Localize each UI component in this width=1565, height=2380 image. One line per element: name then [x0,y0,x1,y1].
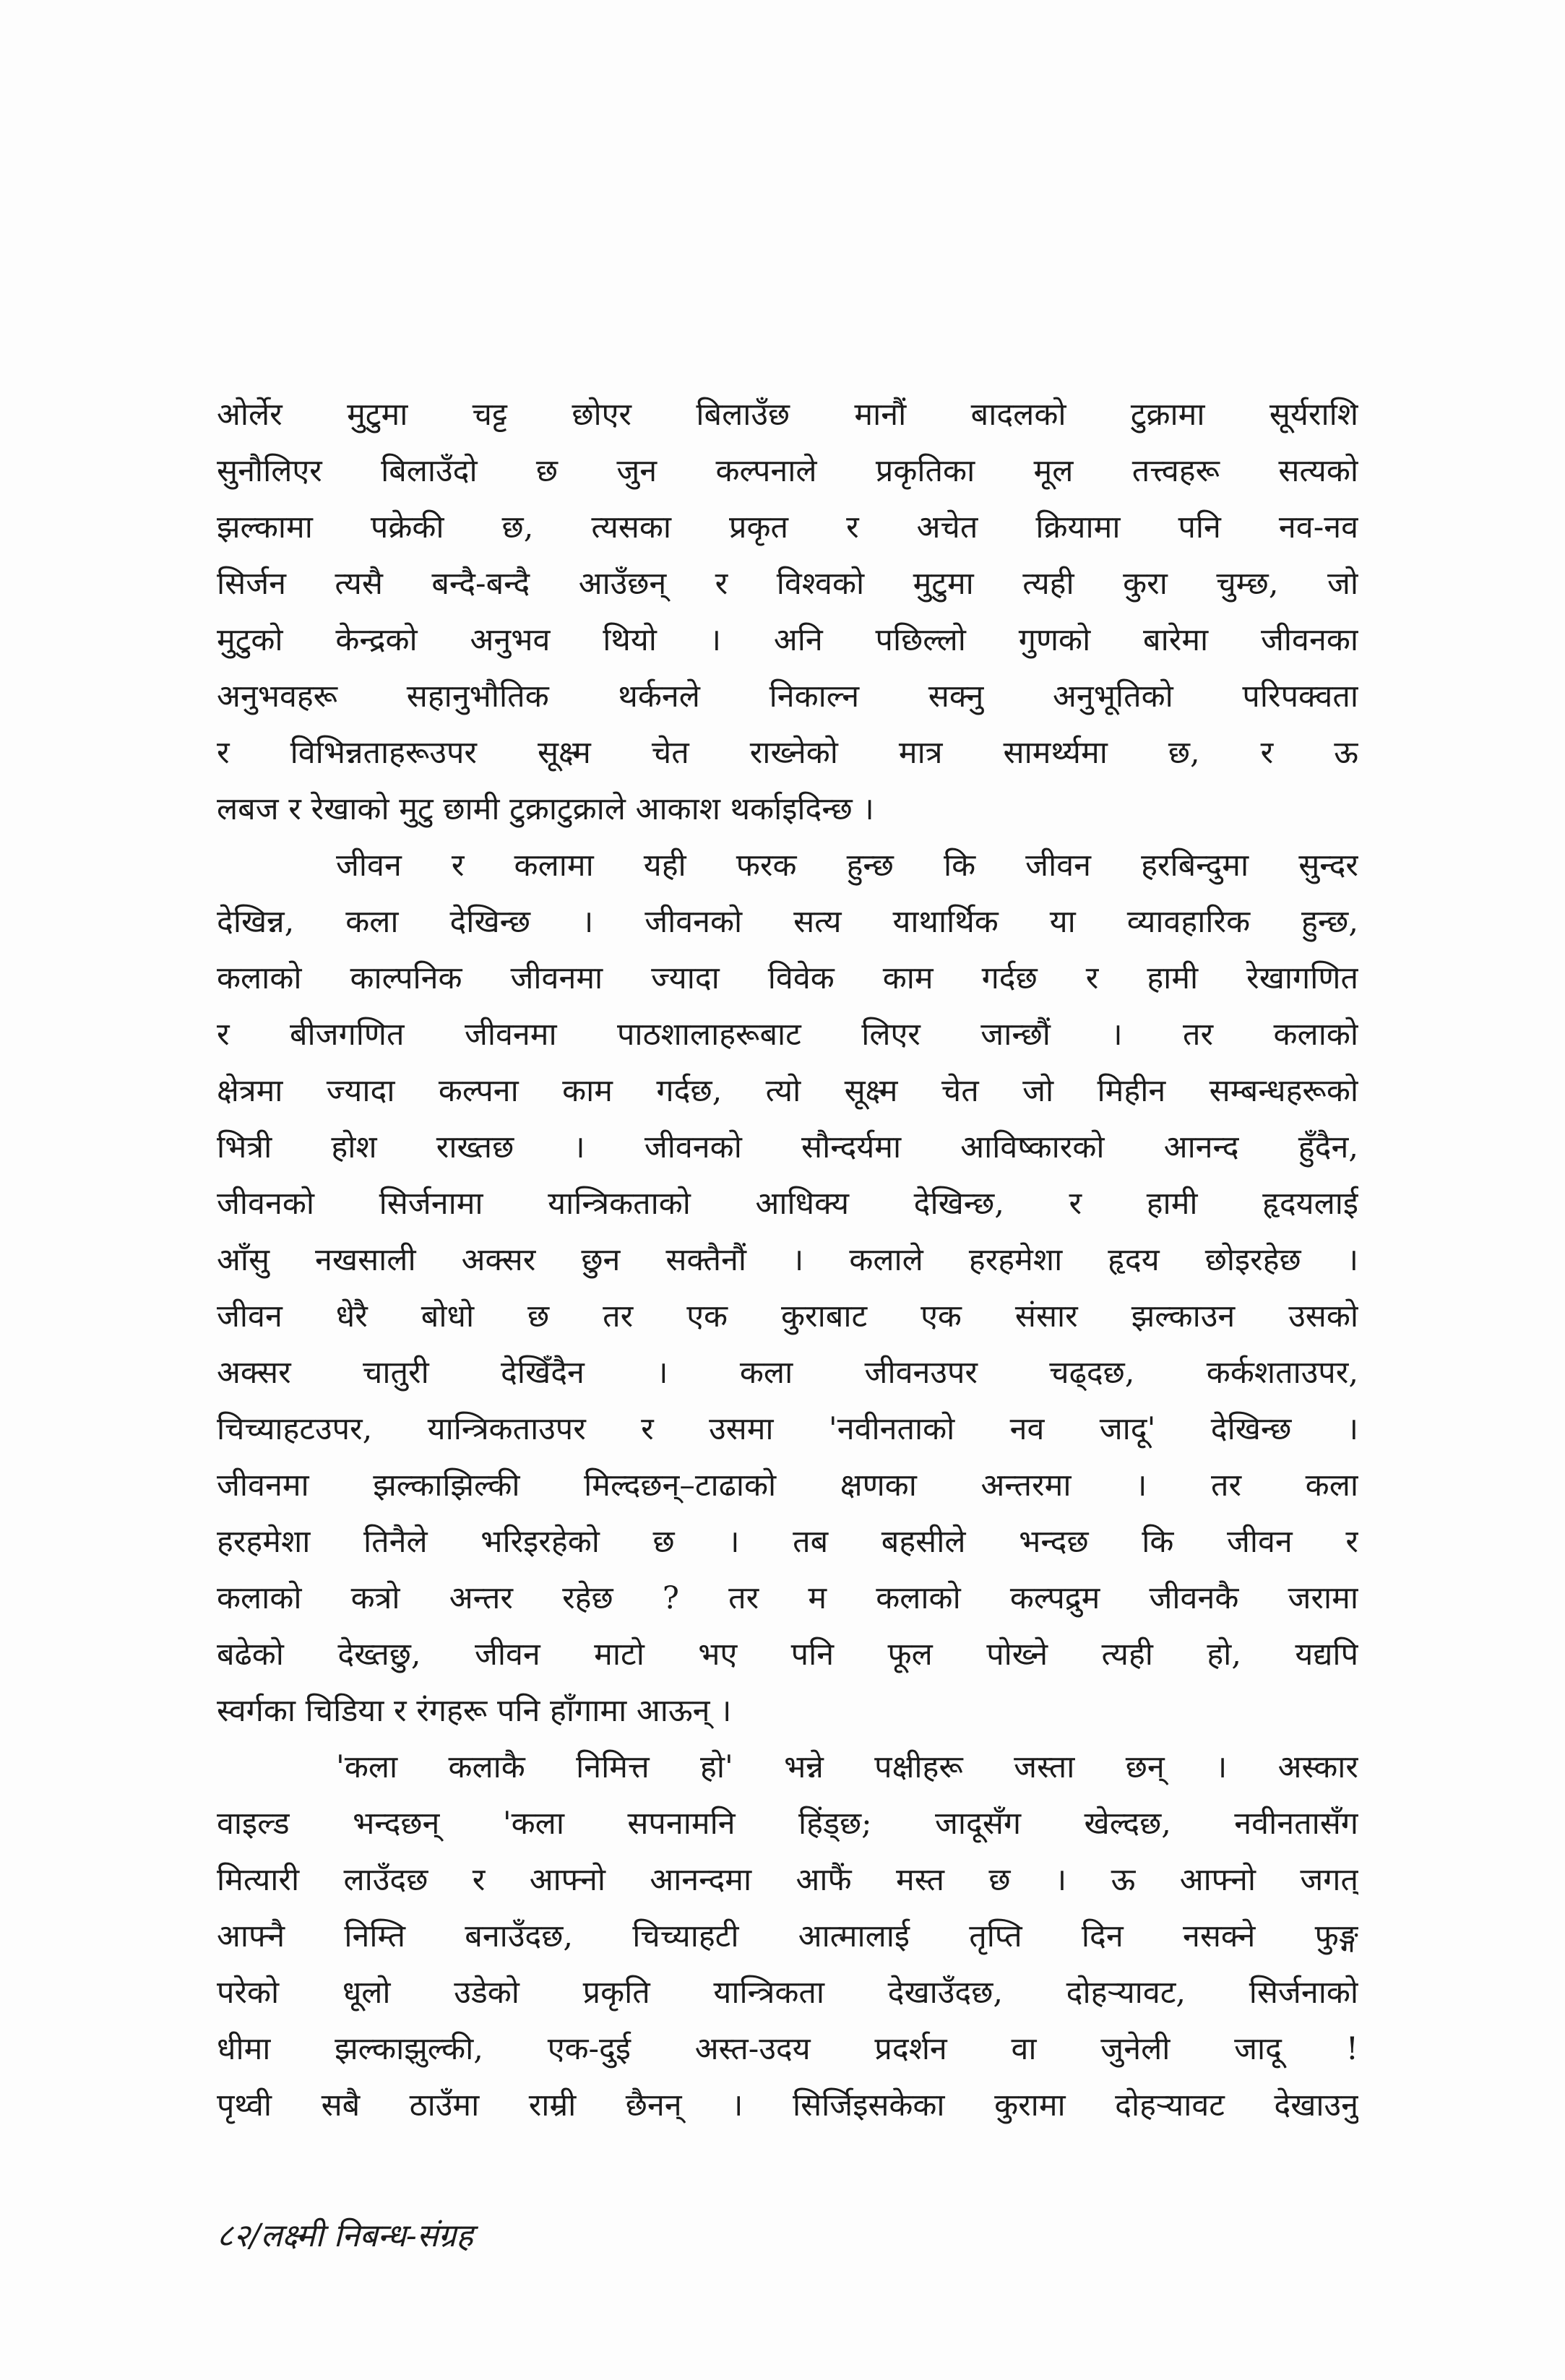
text-line: सुनौलिएर बिलाउँदो छ जुन कल्पनाले प्रकृतिका मूल तत्त्वहरू सत्यको [217,453,1358,489]
text-line: आँसु नखसाली अक्सर छुन सक्तैनौं । कलाले हरहमेशा हृदय छोइरहेछ । [217,1242,1358,1278]
paragraph-3 [217,1739,1358,2134]
text-line: कलाको कत्रो अन्तर रहेछ ? तर म कलाको कल्पद्रुम जीवनकै जरामा [217,1580,1358,1616]
text-line: धीमा झल्काझुल्की, एक-दुई अस्त-उदय प्रदर्शन वा जुनेली जादू ! [217,2031,1358,2067]
text-line: चिच्याहटउपर, यान्त्रिकताउपर र उसमा 'नवीनताको नव जादू' देखिन्छ । [217,1411,1358,1447]
text-line: सिर्जन त्यसै बन्दै-बन्दै आउँछन् र विश्वको मुटुमा त्यही कुरा चुम्छ, जो [217,566,1358,602]
text-line: र विभिन्नताहरूउपर सूक्ष्म चेत राख्नेको मात्र सामर्थ्यमा छ, र ऊ [217,735,1358,771]
text-line: मुटुको केन्द्रको अनुभव थियो । अनि पछिल्लो गुणको बारेमा जीवनका [217,622,1358,658]
text-line: पृथ्वी सबै ठाउँमा राम्री छैनन् । सिर्जिइसकेका कुरामा दोहऱ्यावट देखाउनु [217,2087,1358,2124]
text-line: 'कला कलाकै निमित्त हो' भन्ने पक्षीहरू जस्ता छन् । अस्कार [336,1749,1358,1785]
text-line: हरहमेशा तिनैले भरिइरहेको छ । तब बहसीले भन्दछ कि जीवन र [217,1524,1358,1560]
text-line: अनुभवहरू सहानुभौतिक थर्कनले निकाल्न सक्नु अनुभूतिको परिपक्वता [217,678,1358,715]
body-text [217,387,1358,2134]
text-line: बढेको देख्तछु, जीवन माटो भए पनि फूल पोख्ने त्यही हो, यद्यपि [217,1637,1358,1673]
text-line: क्षेत्रमा ज्यादा कल्पना काम गर्दछ, त्यो सूक्ष्म चेत जो मिहीन सम्बन्धहरूको [217,1073,1358,1109]
text-line: आफ्नै निम्ति बनाउँदछ, चिच्याहटी आत्मालाई तृप्ति दिन नसक्ने फुङ्ग [217,1918,1358,1954]
paragraph-1 [217,387,1358,837]
text-line: र बीजगणित जीवनमा पाठशालाहरूबाट लिएर जान्छौं । तर कलाको [217,1017,1358,1053]
text-line: जीवन र कलामा यही फरक हुन्छ कि जीवन हरबिन्दुमा सुन्दर [336,848,1358,884]
book-title: लक्ष्मी निबन्ध-संग्रह [260,2217,473,2254]
page-footer [217,2212,473,2256]
text-line: कलाको काल्पनिक जीवनमा ज्यादा विवेक काम गर्दछ र हामी रेखागणित [217,960,1358,996]
text-line: भित्री होश राख्तछ । जीवनको सौन्दर्यमा आविष्कारको आनन्द हुँदैन, [217,1129,1358,1165]
text-line: वाइल्ड भन्दछन् 'कला सपनामनि हिंड्छ; जादूसँग खेल्दछ, नवीनतासँग [217,1806,1358,1842]
text-line: झल्कामा पक्रेकी छ, त्यसका प्रकृत र अचेत क्रियामा पनि नव-नव [217,509,1358,546]
text-line: जीवन धेरै बोधो छ तर एक कुराबाट एक संसार झल्काउन उसको [217,1298,1358,1335]
text-line: लबज र रेखाको मुटु छामी टुक्राटुक्राले आकाश थर्काइदिन्छ । [217,791,874,827]
text-line: परेको धूलो उडेको प्रकृति यान्त्रिकता देखाउँदछ, दोहऱ्यावट, सिर्जनाको [217,1975,1358,2011]
text-line: देखिन्न, कला देखिन्छ । जीवनको सत्य याथार्थिक या व्यावहारिक हुन्छ, [217,904,1358,940]
text-line: मित्यारी लाउँदछ र आफ्नो आनन्दमा आफैं मस्त छ । ऊ आफ्नो जगत् [217,1862,1358,1898]
text-line: स्वर्गका चिडिया र रंगहरू पनि हाँगामा आऊन् । [217,1693,732,1729]
text-line: ओर्लेर मुटुमा चट्ट छोएर बिलाउँछ मानौं बादलको टुक्रामा सूर्यराशि [217,397,1358,433]
paragraph-2 [217,837,1358,1739]
page-number: ८२ [217,2217,250,2254]
text-line: अक्सर चातुरी देखिँदैन । कला जीवनउपर चढ्दछ, कर्कशताउपर, [217,1355,1358,1391]
footer-separator: / [249,2217,261,2254]
text-line: जीवनको सिर्जनामा यान्त्रिकताको आधिक्य देखिन्छ, र हामी हृदयलाई [217,1186,1358,1222]
text-line: जीवनमा झल्काझिल्की मिल्दछन्–टाढाको क्षणका अन्तरमा । तर कला [217,1467,1358,1504]
